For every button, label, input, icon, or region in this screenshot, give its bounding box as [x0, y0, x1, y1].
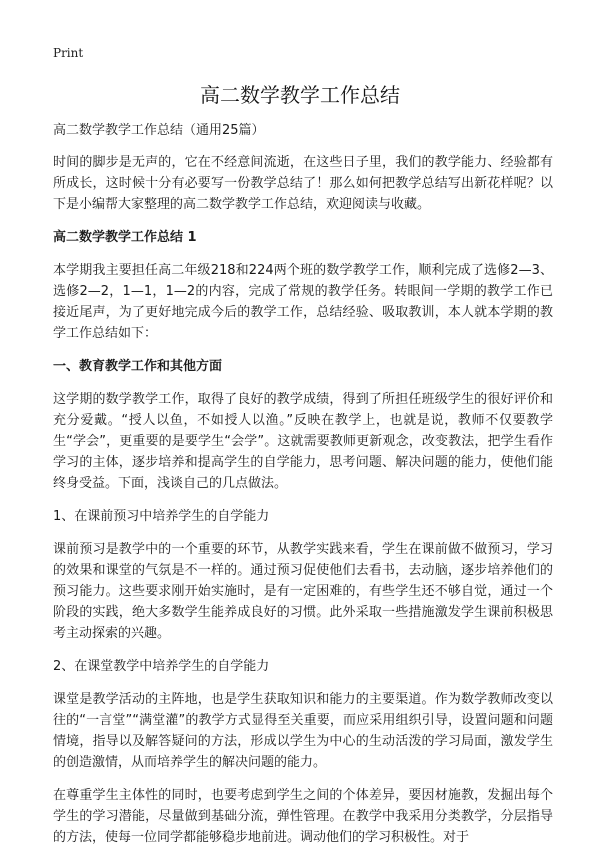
document-body — [53, 120, 553, 860]
point-one-heading: 1、在课前预习中培养学生的自学能力 — [53, 509, 270, 524]
section-one-heading: 一、教育教学工作和其他方面 — [53, 359, 223, 374]
page-title: 高二数学教学工作总结 — [200, 83, 400, 107]
intro-paragraph: 时间的脚步是无声的，它在不经意间流逝，在这些日子里，我们的教学能力、经验都有所成长，这时候十分有必要写一份教学总结了！那么如何把教学总结写出新花样呢？以下是小编帮大家整理的高二数学教学工作总结，欢迎阅读与收藏。 — [53, 155, 553, 212]
article-intro-paragraph: 本学期我主要担任高二年级218和224两个班的数学教学工作，顺利完成了选修2—3、选修2—2，1—1，1—2的内容，完成了常规的教学任务。转眼间一学期的教学工作已接近尾声，为了更好地完成今后的教学工作，总结经验、吸取教训，本人就本学期的教学工作总结如下： — [53, 263, 553, 341]
article-heading: 高二数学教学工作总结 1 — [53, 230, 197, 245]
point-two-paragraph: 课堂是教学活动的主阵地，也是学生获取知识和能力的主要渠道。作为数学教师改变以往的“一言堂”“满堂灌”的教学方式显得至关重要，而应采用组织引导，设置问题和问题情境，指导以及解答疑问的方法，形成以学生为中心的生动活泼的学习局面，激发学生的创造激情，从而培养学生的解决问题的能力。 — [53, 692, 553, 770]
point-one-paragraph: 课前预习是教学中的一个重要的环节，从教学实践来看，学生在课前做不做预习，学习的效果和课堂的气氛是不一样的。通过预习促使他们去看书，去动脑，逐步培养他们的预习能力。这些要求刚开始实施时，是有一定困难的，有些学生还不够自觉，通过一个阶段的实践，绝大多数学生能养成良好的习惯。此外采取一些措施激发学生课前积极思考主动探索的兴趣。 — [53, 542, 553, 641]
document-subtitle: 高二数学教学工作总结（通用25篇） — [53, 123, 265, 138]
point-two-heading: 2、在课堂教学中培养学生的自学能力 — [53, 659, 270, 674]
point-two-paragraph-continued: 在尊重学生主体性的同时，也要考虑到学生之间的个体差异，要因材施教，发掘出每个学生的学习潜能，尽量做到基础分流，弹性管理。在教学中我采用分类教学，分层指导的方法，使每一位同学都能够稳步地前进。调动他们的学习积极性。对于 — [53, 788, 553, 845]
print-link[interactable]: Print — [53, 46, 84, 60]
section-one-paragraph: 这学期的数学教学工作，取得了良好的教学成绩，得到了所担任班级学生的很好评价和充分爱戴。“授人以鱼，不如授人以渔。”反映在教学上，也就是说，教师不仅要教学生“学会”，更重要的是要学生“会学”。这就需要教师更新观念，改变教法，把学生看作学习的主体，逐步培养和提高学生的自学能力，思考问题、解决问题的能力，使他们能终身受益。下面，浅谈自己的几点做法。 — [53, 392, 553, 491]
